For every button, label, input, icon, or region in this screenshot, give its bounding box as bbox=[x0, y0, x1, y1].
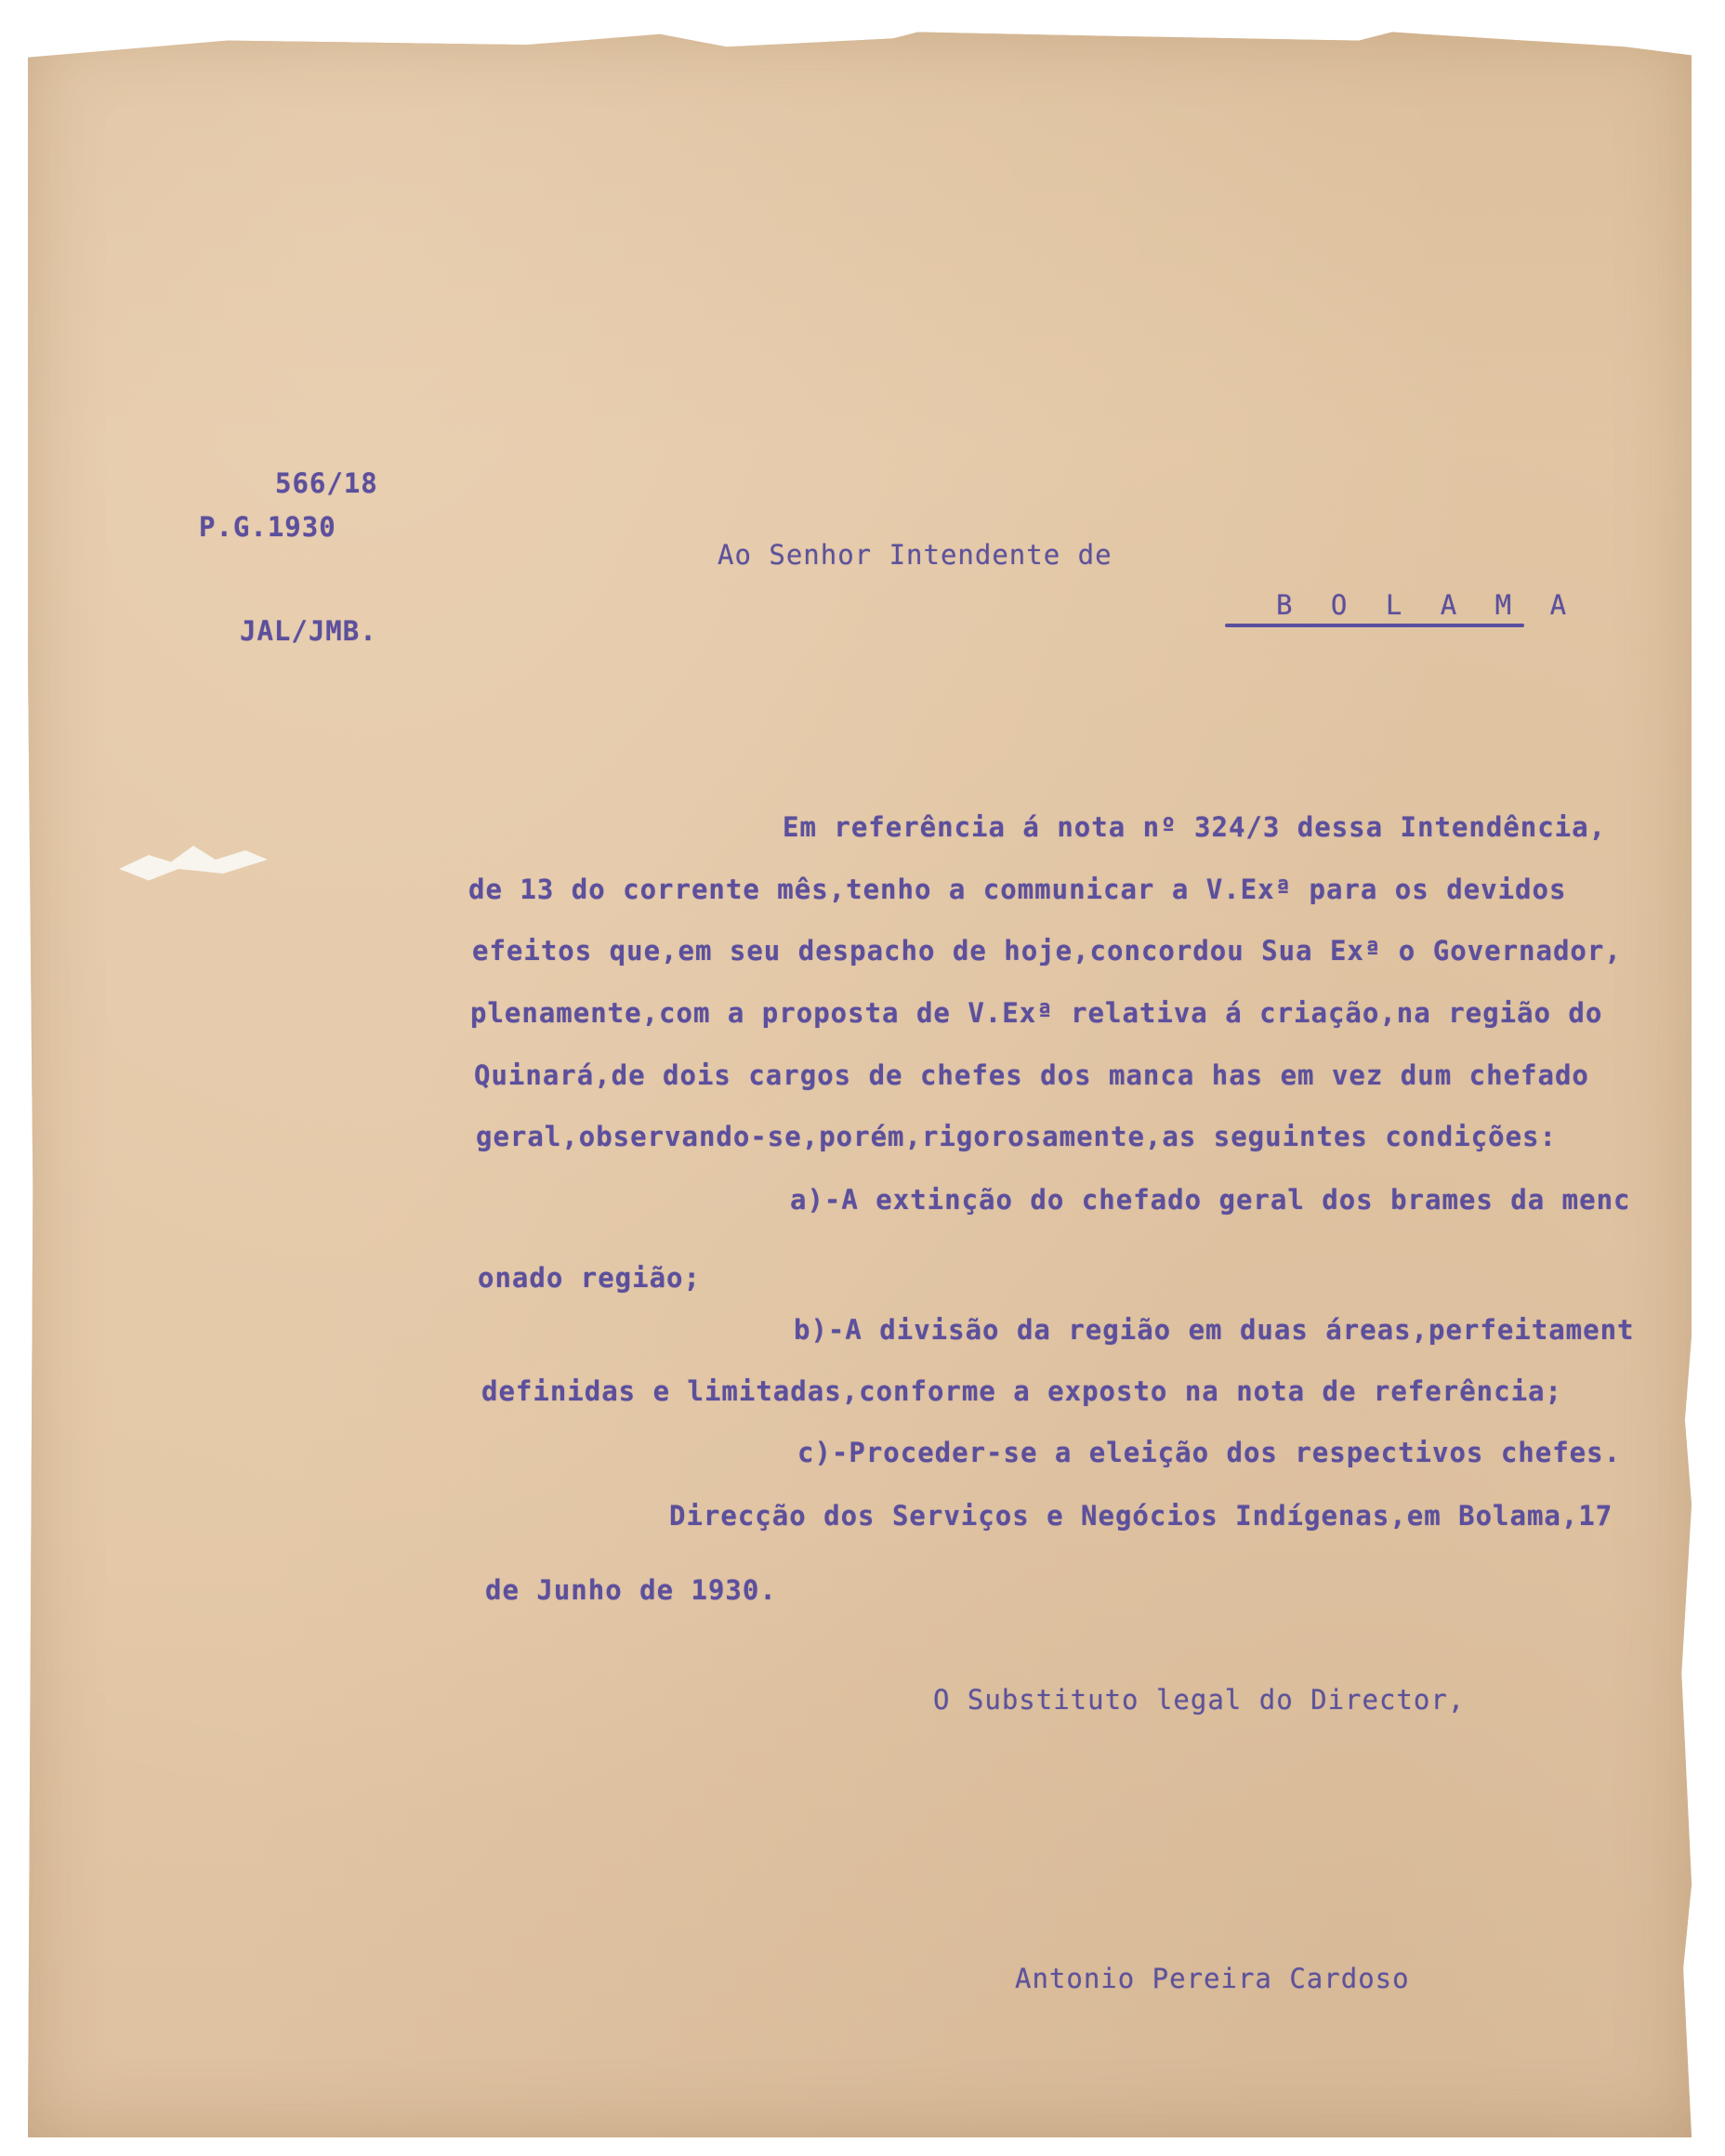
body-line-3: efeitos que,em seu despacho de hoje,concordou Sua Exª o Governador, bbox=[472, 935, 1622, 966]
reference-initials: JAL/JMB. bbox=[240, 615, 377, 647]
reference-number: 566/18 bbox=[275, 467, 378, 499]
closing-line-1: Direcção dos Serviços e Negócios Indígenas,em Bolama,17 bbox=[669, 1500, 1613, 1532]
place-underline bbox=[1225, 624, 1524, 627]
body-line-5: Quinará,de dois cargos de chefes dos manca has em vez dum chefado bbox=[474, 1059, 1589, 1091]
body-line-1: Em referência á nota nº 324/3 dessa Intendência, bbox=[783, 811, 1607, 843]
condition-a-line-1: a)-A extinção do chefado geral dos brames da menc bbox=[790, 1184, 1631, 1216]
signature-name: Antonio Pereira Cardoso bbox=[1015, 1963, 1410, 1994]
signature-title: O Substituto legal do Director, bbox=[933, 1684, 1466, 1716]
condition-b-line-2: definidas e limitadas,conforme a exposto na nota de referência; bbox=[481, 1375, 1562, 1407]
condition-b-line-1: b)-A divisão da região em duas áreas,perfeitament bbox=[794, 1314, 1635, 1346]
closing-line-2: de Junho de 1930. bbox=[485, 1574, 777, 1606]
body-line-4: plenamente,com a proposta de V.Exª relativa á criação,na região do bbox=[470, 997, 1603, 1029]
body-line-6: geral,observando-se,porém,rigorosamente,as seguintes condições: bbox=[476, 1121, 1557, 1152]
condition-a-line-2: onado região; bbox=[478, 1262, 701, 1294]
addressee-salutation: Ao Senhor Intendente de bbox=[718, 539, 1113, 571]
body-line-2: de 13 do corrente mês,tenho a communicar a V.Exª para os devidos bbox=[468, 874, 1567, 905]
addressee-place: B O L A M A bbox=[1276, 589, 1578, 621]
condition-c: c)-Proceder-se a eleição dos respectivos chefes. bbox=[797, 1437, 1622, 1468]
reference-code: P.G.1930 bbox=[199, 511, 336, 543]
